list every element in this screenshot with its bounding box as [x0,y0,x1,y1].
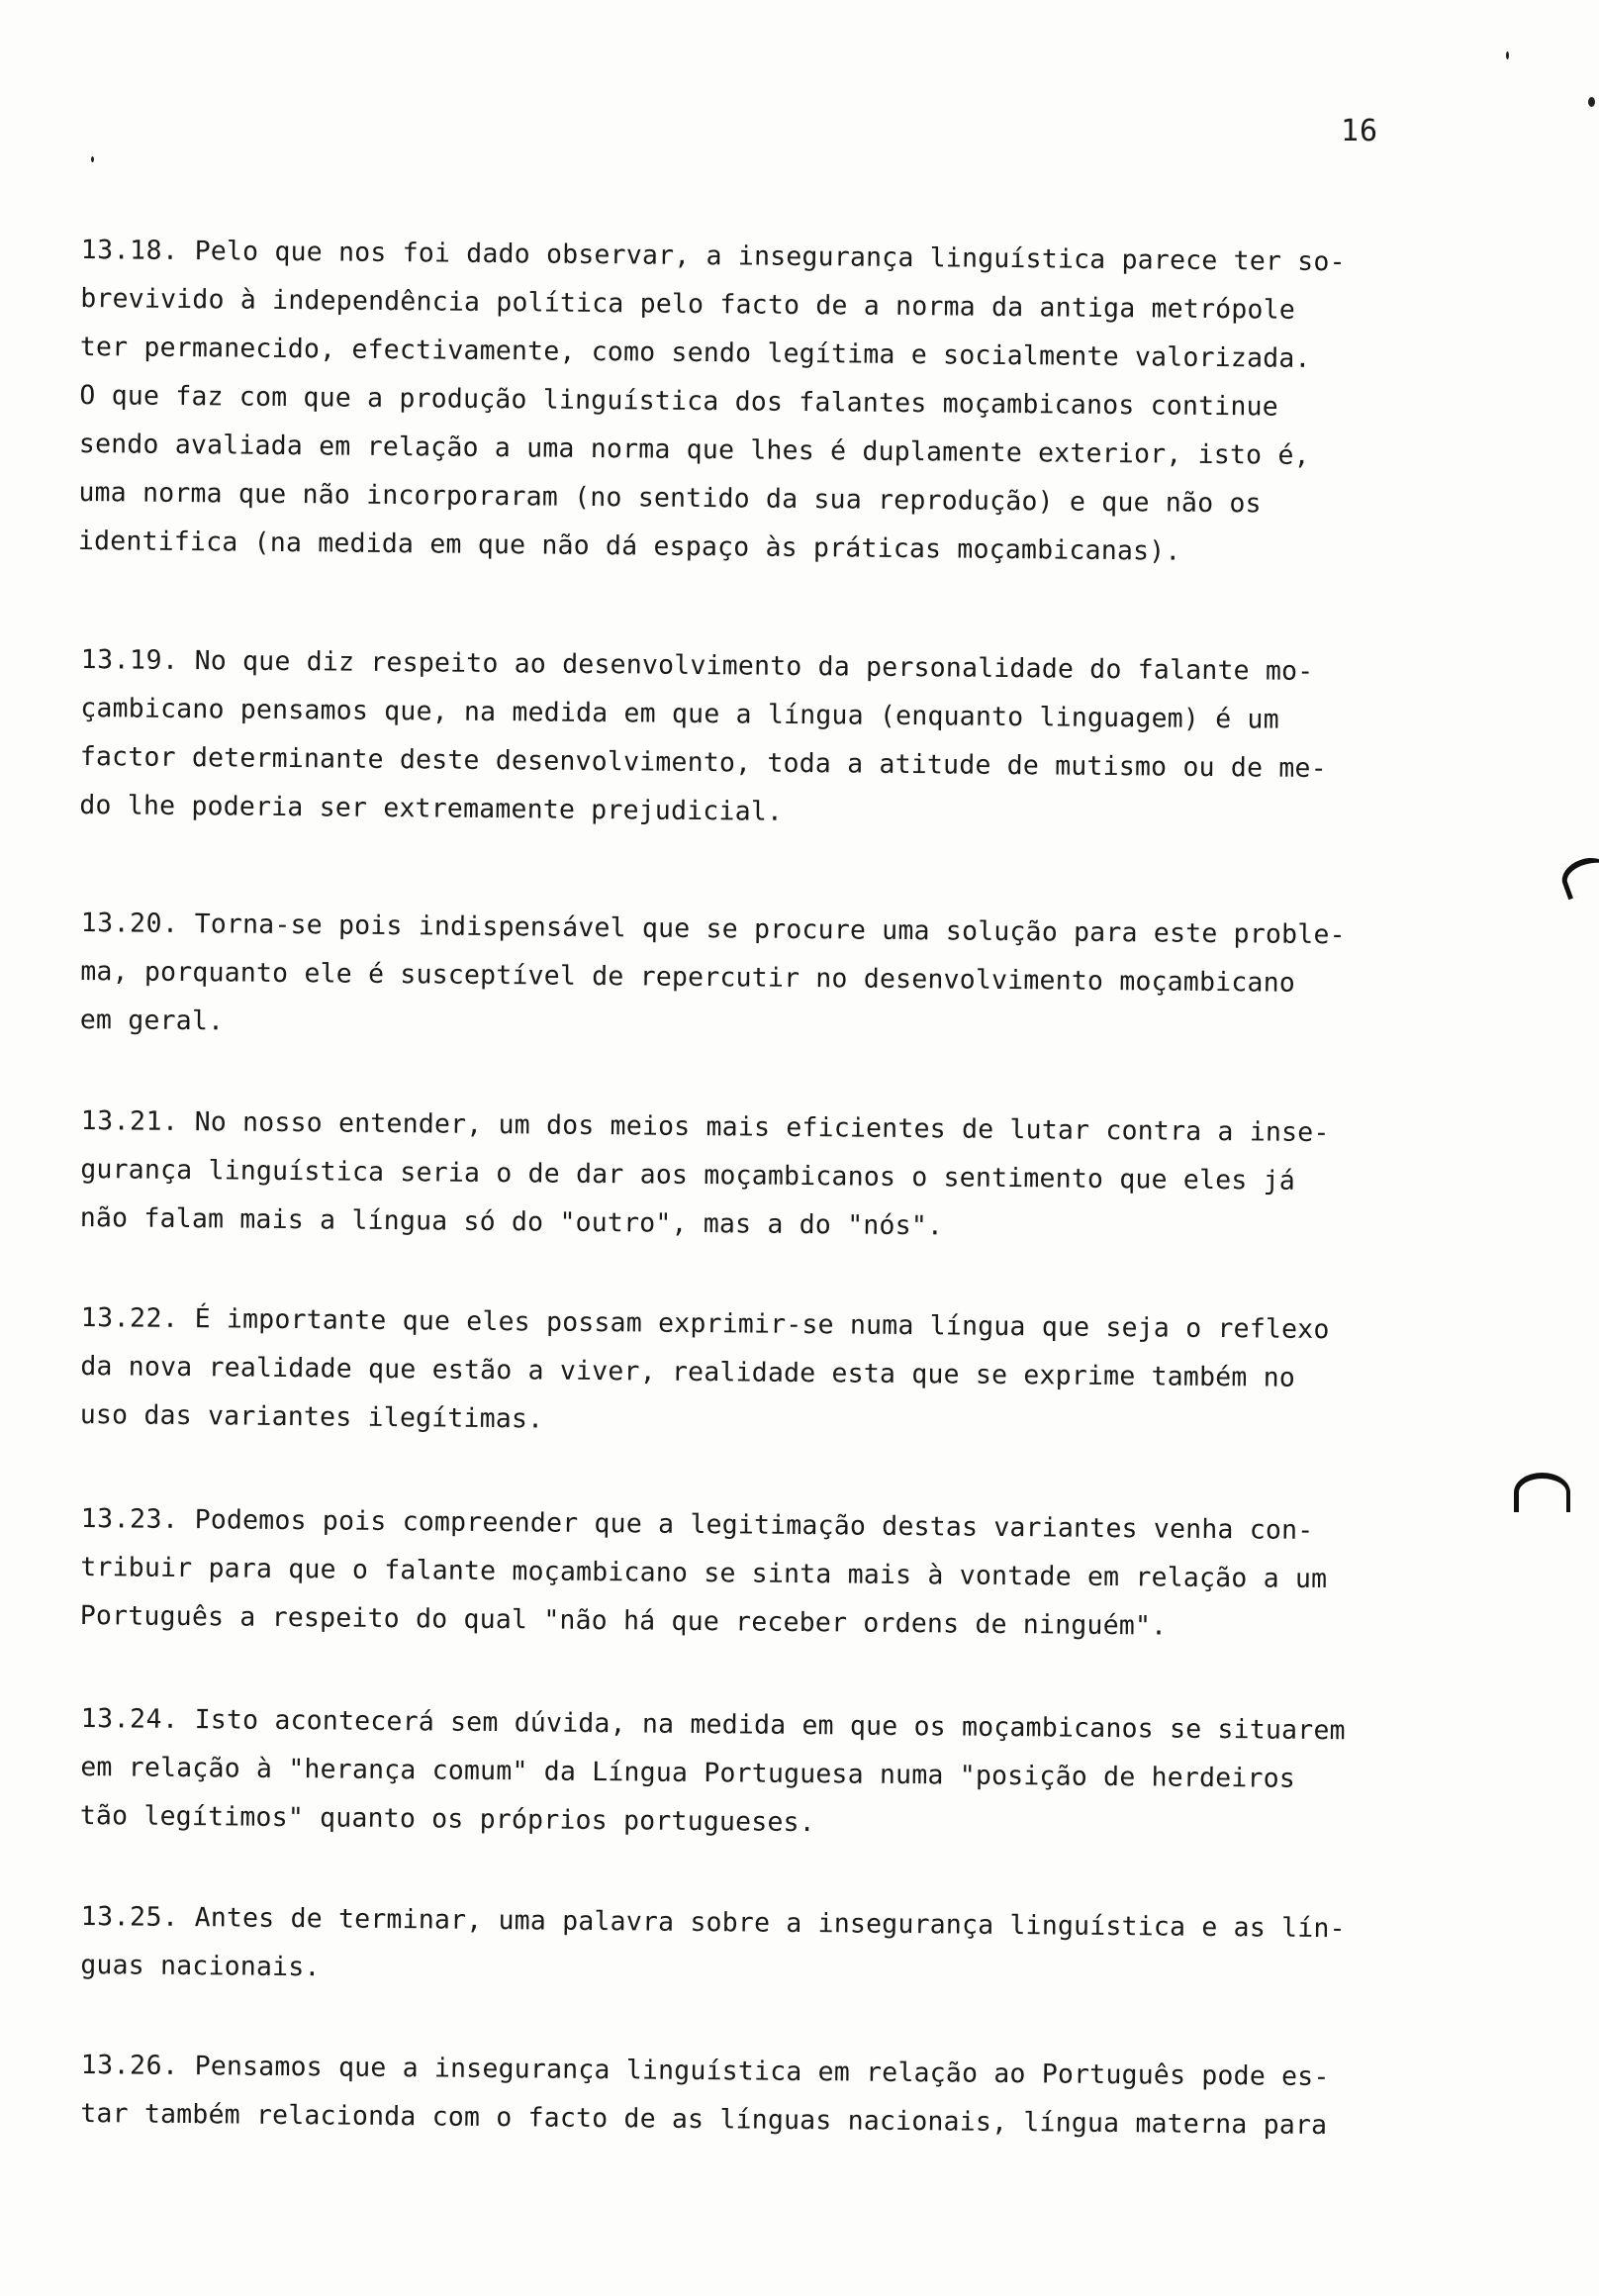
paragraph-text: Pensamos que a insegurança linguística em relação ao Português pode es- tar também relacionda com o facto de as línguas nacionais, língua materna para [80,2051,1330,2142]
paragraph-number: 13.26. [80,2049,179,2081]
paragraph-13-25 [80,1892,1397,2002]
paragraph-13-22 [80,1293,1397,1452]
paragraph-number: 13.24. [80,1702,179,1735]
page-number: 16 [1341,114,1379,148]
paragraph-text: Torna-se pois indispensável que se procure uma solução para este proble- ma, porquanto ele é susceptível de repercutir no desenvolvimento moçambicano em geral. [79,909,1346,1037]
binding-mark [1557,852,1599,901]
scan-speck [1506,51,1509,59]
paragraph-13-20 [80,899,1397,1057]
paragraph-13-26 [80,2041,1397,2151]
paragraph-text: No que diz respeito ao desenvolvimento da personalidade do falante mo- çambicano pensamos que, na medida em que a língua (enquanto linguagem) é um factor determinante deste desenvolvimento, toda a atitude de mutismo ou de me- do lhe poderia ser extremamente prejudicial. [79,645,1327,827]
paragraph-number: 13.22. [80,1301,179,1334]
paragraph-text: Pelo que nos foi dado observar, a insegurança linguística parece ter so- brevivido à independência política pelo facto de a norma da antiga metrópole ter permanecido, efectivamente, como sendo legítima e socialmente valorizada. O que faz com que a produção linguística dos falantes moçambicanos continue sendo avaliada em relação a uma norma que lhes é duplamente exterior, isto é, uma norma que não incorporaram (no sentido da sua reprodução) e que não os identifica (na medida em que não dá espaço às práticas moçambicanas). [77,236,1346,567]
paragraph-13-21 [80,1097,1397,1255]
paragraph-text: No nosso entender, um dos meios mais eficientes de lutar contra a inse- gurança linguística seria o de dar aos moçambicanos o sentimento que eles já não falam mais a língua só do "outro", mas a do "nós". [79,1106,1330,1242]
paragraph-number: 13.20. [80,907,179,939]
paragraph-13-23 [80,1494,1397,1653]
paragraph-number: 13.23. [80,1502,179,1535]
paragraph-text: Podemos pois compreender que a legitimação destas variantes venha con- tribuir para que o falante moçambicano se sinta mais à vontade em relação a um Português a respeito do qual "não há que receber ordens de ninguém". [79,1504,1328,1642]
paragraph-text: Isto acontecerá sem dúvida, na medida em que os moçambicanos se situarem em relação à "herança comum" da Língua Portuguesa numa "posição de herdeiros tão legítimos" quanto os próprios portugueses. [79,1704,1346,1839]
paragraph-text: Antes de terminar, uma palavra sobre a insegurança linguística e as lín- guas nacionais. [80,1902,1346,1983]
paragraph-number: 13.19. [80,643,179,676]
paragraph-number: 13.21. [80,1104,179,1137]
paragraph-13-24 [80,1694,1397,1853]
scan-speck [91,156,94,162]
paragraph-text: É importante que eles possam exprimir-se numa língua que seja o reflexo da nova realidade que estão a viver, realidade esta que se exprime também no uso das variantes ilegítimas. [79,1303,1330,1435]
scan-speck [1588,97,1595,107]
paragraph-number: 13.25. [80,1900,179,1933]
paragraph-number: 13.18. [80,234,179,266]
binding-mark [1514,1473,1570,1512]
paragraph-13-19 [79,635,1397,842]
paragraph-13-18 [78,226,1397,578]
